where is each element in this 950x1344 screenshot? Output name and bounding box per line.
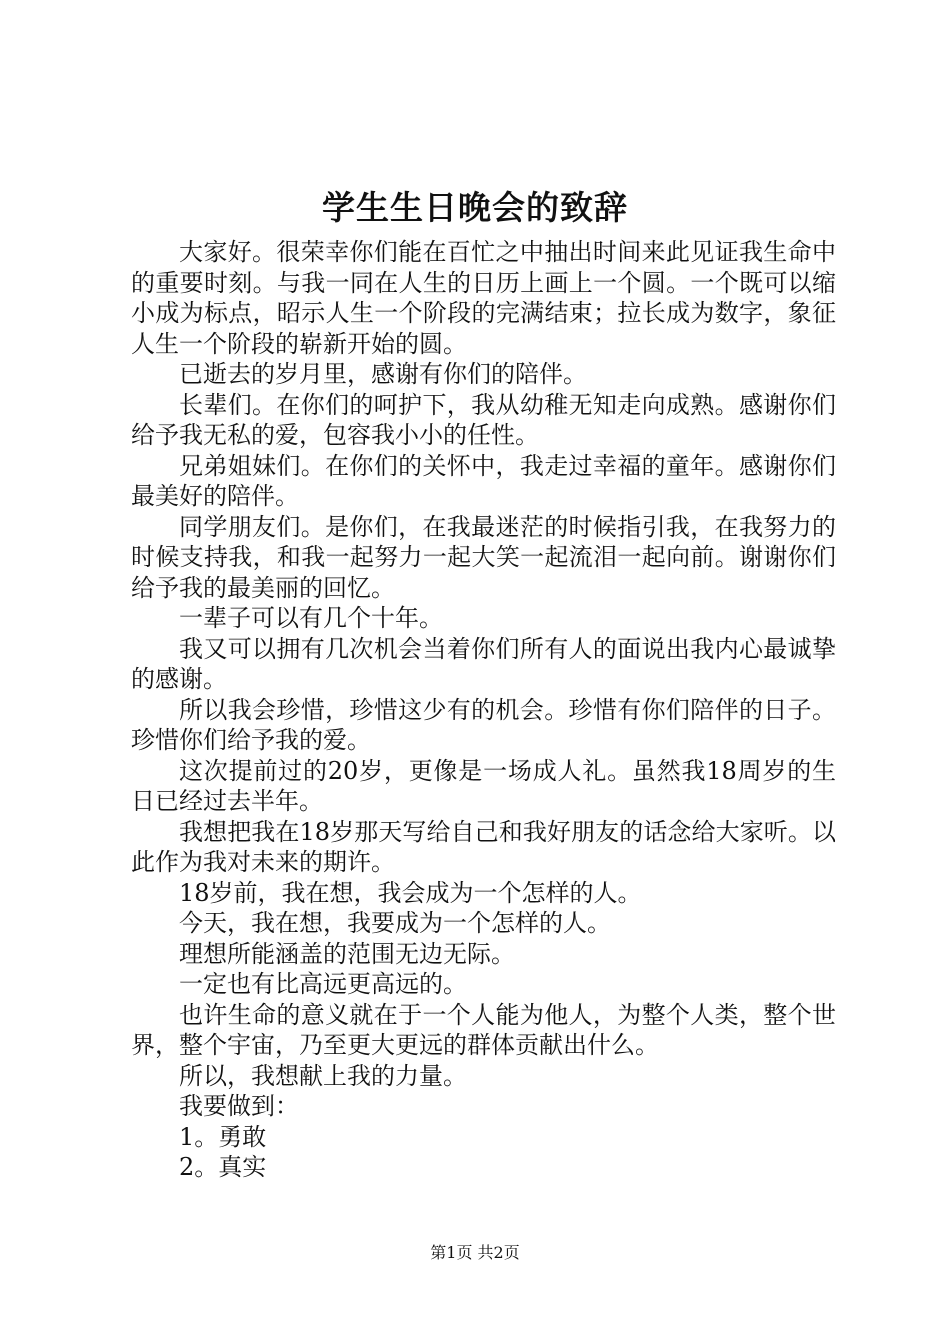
paragraph: 我要做到： (179, 1092, 299, 1120)
paragraph: 我又可以拥有几次机会当着你们所有人的面说出我内心最诚挚的感谢。 (131, 634, 836, 693)
paragraph: 一辈子可以有几个十年。 (179, 604, 443, 632)
paragraph: 也许生命的意义就在于一个人能为他人，为整个人类，整个世界，整个宇宙，乃至更大更远的群体贡献出什么。 (131, 1000, 836, 1059)
paragraph: 今天，我在想，我要成为一个怎样的人。 (179, 909, 611, 937)
paragraph: 长辈们。在你们的呵护下，我从幼稚无知走向成熟。感谢你们给予我无私的爱，包容我小小的任性。 (131, 390, 836, 449)
list-item: 1。勇敢 (179, 1122, 267, 1151)
document-title: 学生生日晚会的致辞 (322, 188, 628, 227)
paragraph: 我想把我在18岁那天写给自己和我好朋友的话念给大家听。以此作为我对未来的期许。 (131, 817, 836, 876)
paragraph: 理想所能涵盖的范围无边无际。 (179, 939, 515, 968)
paragraph: 已逝去的岁月里，感谢有你们的陪伴。 (179, 360, 587, 388)
paragraph: 所以，我想献上我的力量。 (179, 1061, 467, 1090)
page-number-footer: 第1页 共2页 (430, 1243, 520, 1262)
document-body (131, 237, 836, 1183)
paragraph: 同学朋友们。是你们，在我最迷茫的时候指引我，在我努力的时候支持我，和我一起努力一起大笑一起流泪一起向前。谢谢你们给予我的最美丽的回忆。 (131, 512, 836, 602)
paragraph: 大家好。很荣幸你们能在百忙之中抽出时间来此见证我生命中的重要时刻。与我一同在人生的日历上画上一个圆。一个既可以缩小成为标点，昭示人生一个阶段的完满结束；拉长成为数字，象征人生一个阶段的崭新开始的圆。 (131, 238, 836, 358)
list-item: 2。真实 (179, 1153, 267, 1181)
paragraph: 这次提前过的20岁，更像是一场成人礼。虽然我18周岁的生日已经过去半年。 (131, 756, 836, 815)
paragraph: 所以我会珍惜，珍惜这少有的机会。珍惜有你们陪伴的日子。珍惜你们给予我的爱。 (131, 695, 836, 754)
paragraph: 一定也有比高远更高远的。 (179, 970, 467, 998)
paragraph: 兄弟姐妹们。在你们的关怀中，我走过幸福的童年。感谢你们最美好的陪伴。 (131, 451, 836, 510)
paragraph: 18岁前，我在想，我会成为一个怎样的人。 (179, 878, 642, 907)
